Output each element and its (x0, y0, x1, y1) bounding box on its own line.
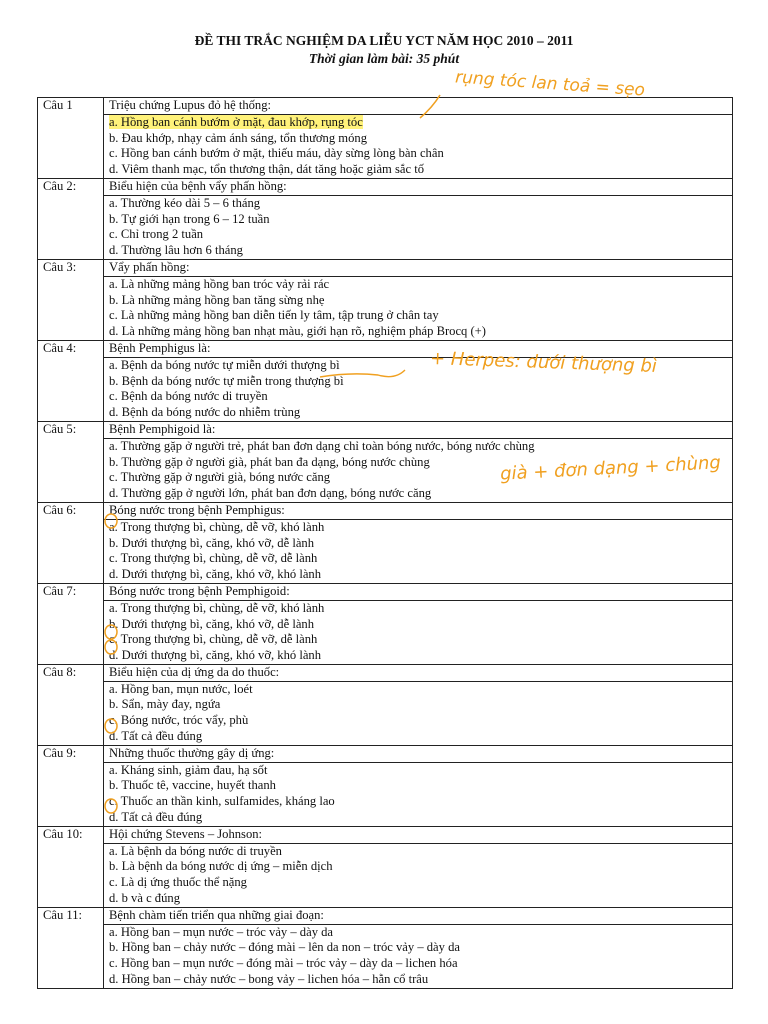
answer-option (109, 729, 732, 745)
answer-option-text: b. Tự giới hạn trong 6 – 12 tuần (109, 211, 270, 226)
exam-duration: Thời gian làm bài: 35 phút (308, 51, 460, 66)
question-row (38, 98, 733, 115)
answer-option-text: c. Hồng ban – mụn nước – đóng mài – tróc vảy – dày da – lichen hóa (109, 956, 458, 971)
answer-option (109, 875, 732, 891)
answer-option-text: c. Là dị ứng thuốc thể nặng (109, 875, 247, 890)
answer-option-text: d. b và c đúng (109, 891, 180, 906)
answer-option-text: b. Là bệnh da bóng nước dị ứng – miễn dịch (109, 859, 333, 874)
answer-option-text: a. Trong thượng bì, chùng, dễ vỡ, khó lành (109, 519, 325, 534)
answer-option (109, 131, 732, 147)
question-row (38, 745, 733, 762)
answer-option-text: c. Trong thượng bì, chùng, dễ vỡ, dễ lành (109, 551, 318, 566)
handwritten-note-q5: già + đơn dạng + chùng (499, 452, 722, 485)
question-number: Câu 4: (38, 340, 104, 421)
answer-option-text: c. Thường gặp ở người già, bóng nước căng (109, 470, 331, 485)
answer-option (109, 682, 732, 698)
answer-option-text: d. Là những mảng hồng ban nhạt màu, giới hạn rõ, nghiệm pháp Brocq (+) (109, 324, 486, 339)
answer-option (109, 763, 732, 779)
answer-option (109, 844, 732, 860)
exam-table (37, 97, 733, 989)
answer-option (109, 567, 732, 583)
answer-option (109, 324, 732, 340)
answer-option (109, 778, 732, 794)
handwritten-note-q1: rụng tóc lan toả = sẹo (454, 67, 646, 101)
answer-option (109, 648, 732, 664)
answer-option (109, 794, 732, 810)
question-text: Hội chứng Stevens – Johnson: (104, 826, 733, 843)
answer-option-text: c. Hồng ban cánh bướm ở mặt, thiếu máu, dày sừng lòng bàn chân (109, 146, 444, 161)
answer-option (109, 115, 732, 131)
answer-option (109, 601, 732, 617)
answer-option (109, 617, 732, 633)
answer-option (109, 227, 732, 243)
question-text: Bệnh Pemphigus là: (104, 340, 733, 357)
answer-option-text: c. Thuốc an thần kinh, sulfamides, kháng lao (109, 794, 335, 809)
option-list (104, 114, 733, 178)
answer-option-text: c. Là những mảng hồng ban diễn tiến ly tâm, tập trung ở chân tay (109, 308, 439, 323)
answer-option-text: a. Hồng ban, mụn nước, loét (109, 681, 253, 696)
option-list (104, 195, 733, 259)
question-number: Câu 10: (38, 826, 104, 907)
answer-option-text: a. Hồng ban – mụn nước – tróc vảy – dày da (109, 924, 334, 939)
answer-option-text: a. Thường gặp ở người trẻ, phát ban đơn dạng chỉ toàn bóng nước, bóng nước chùng (109, 438, 535, 453)
answer-option (109, 713, 732, 729)
option-list (104, 681, 733, 745)
question-text: Biểu hiện của bệnh vẩy phấn hồng: (104, 178, 733, 195)
answer-option-text: a. Là bệnh da bóng nước di truyền (109, 843, 282, 858)
question-row (38, 907, 733, 924)
question-row (38, 502, 733, 519)
question-number: Câu 7: (38, 583, 104, 664)
question-text: Bệnh Pemphigoid là: (104, 421, 733, 438)
answer-option-text: d. Hồng ban – chảy nước – bong vảy – lichen hóa – hằn cổ trâu (109, 972, 429, 987)
question-number: Câu 3: (38, 259, 104, 340)
question-row (38, 259, 733, 276)
question-number: Câu 8: (38, 664, 104, 745)
answer-option-text: a. Là những mảng hồng ban tróc vảy rải rác (109, 276, 330, 291)
question-row (38, 583, 733, 600)
question-row (38, 664, 733, 681)
options-row (38, 600, 733, 664)
question-row (38, 421, 733, 438)
answer-option-text: c. Bóng nước, tróc vẩy, phù (109, 713, 249, 728)
answer-option (109, 632, 732, 648)
answer-option (109, 405, 732, 421)
options-row (38, 681, 733, 745)
options-row (38, 276, 733, 340)
answer-option (109, 536, 732, 552)
answer-option (109, 146, 732, 162)
answer-option-text: a. Bệnh da bóng nước tự miễn dưới thượng bì (109, 357, 340, 372)
answer-option (109, 439, 732, 455)
answer-option-text: d. Bệnh da bóng nước do nhiễm trùng (109, 405, 301, 420)
question-number: Câu 9: (38, 745, 104, 826)
question-text: Những thuốc thường gây dị ứng: (104, 745, 733, 762)
answer-option (109, 697, 732, 713)
answer-option (109, 940, 732, 956)
answer-option (109, 520, 732, 536)
answer-option-text: d. Dưới thượng bì, căng, khó vỡ, khó lành (109, 648, 322, 663)
option-list (104, 843, 733, 907)
answer-option (109, 162, 732, 178)
options-row (38, 195, 733, 259)
answer-option-text: a. Thường kéo dài 5 – 6 tháng (109, 195, 261, 210)
answer-option-text: d. Tất cả đều đúng (109, 810, 203, 825)
question-number: Câu 5: (38, 421, 104, 502)
answer-option (109, 212, 732, 228)
answer-option-text: d. Thường lâu hơn 6 tháng (109, 243, 243, 258)
option-list (104, 276, 733, 340)
question-text: Triệu chứng Lupus đỏ hệ thống: (104, 98, 733, 115)
answer-option-text: b. Bệnh da bóng nước tự miễn trong thượng bì (109, 373, 344, 388)
options-row (38, 924, 733, 988)
question-text: Vẩy phấn hồng: (104, 259, 733, 276)
answer-option (109, 859, 732, 875)
options-row (38, 762, 733, 826)
question-number: Câu 2: (38, 178, 104, 259)
answer-option-text: b. Sẩn, mày đay, ngứa (109, 697, 221, 712)
answer-option-text: a. Trong thượng bì, chùng, dễ vỡ, khó lành (109, 600, 325, 615)
answer-option-text: a. Hồng ban cánh bướm ở mặt, đau khớp, rụng tóc (109, 114, 363, 129)
answer-option (109, 972, 732, 988)
question-row (38, 178, 733, 195)
options-row (38, 519, 733, 583)
answer-option-text: d. Dưới thượng bì, căng, khó vỡ, khó lành (109, 567, 322, 582)
question-number: Câu 1 (38, 98, 104, 179)
exam-title: ĐỀ THI TRẮC NGHIỆM DA LIỄU YCT NĂM HỌC 2010 – 2011 (194, 33, 574, 48)
option-list (104, 924, 733, 988)
question-number: Câu 6: (38, 502, 104, 583)
answer-option-text: b. Thường gặp ở người già, phát ban đa dạng, bóng nước chùng (109, 454, 430, 469)
answer-option-text: d. Tất cả đều đúng (109, 729, 203, 744)
answer-option (109, 277, 732, 293)
question-number: Câu 11: (38, 907, 104, 988)
option-list (104, 762, 733, 826)
answer-option-text: a. Kháng sinh, giảm đau, hạ sốt (109, 762, 268, 777)
question-text: Bệnh chàm tiến triển qua những giai đoạn: (104, 907, 733, 924)
answer-option (109, 891, 732, 907)
answer-option (109, 551, 732, 567)
answer-option-text: d. Thường gặp ở người lớn, phát ban đơn dạng, bóng nước căng (109, 486, 432, 501)
answer-option-text: d. Viêm thanh mạc, tổn thương thận, dát tăng hoặc giảm sắc tố (109, 162, 425, 177)
answer-option (109, 486, 732, 502)
question-text: Biểu hiện của dị ứng da do thuốc: (104, 664, 733, 681)
answer-option-text: b. Đau khớp, nhạy cảm ánh sáng, tổn thương móng (109, 130, 367, 145)
question-text: Bóng nước trong bệnh Pemphigoid: (104, 583, 733, 600)
answer-option (109, 293, 732, 309)
answer-option (109, 196, 732, 212)
question-row (38, 826, 733, 843)
answer-option (109, 389, 732, 405)
answer-option-text: b. Hồng ban – chảy nước – đóng mài – lên da non – tróc vảy – dày da (109, 940, 460, 955)
answer-option-text: c. Trong thượng bì, chùng, dễ vỡ, dễ lành (109, 632, 318, 647)
answer-option-text: c. Bệnh da bóng nước di truyền (109, 389, 268, 404)
answer-option (109, 243, 732, 259)
question-text: Bóng nước trong bệnh Pemphigus: (104, 502, 733, 519)
answer-option (109, 956, 732, 972)
options-row (38, 843, 733, 907)
answer-option-text: c. Chỉ trong 2 tuần (109, 227, 204, 242)
answer-option-text: b. Là những mảng hồng ban tăng sừng nhẹ (109, 292, 325, 307)
answer-option (109, 308, 732, 324)
options-row (38, 114, 733, 178)
option-list (104, 600, 733, 664)
answer-option-text: b. Dưới thượng bì, căng, khó vỡ, dễ lành (109, 535, 315, 550)
answer-option-text: b. Thuốc tê, vaccine, huyết thanh (109, 778, 276, 793)
answer-option-text: b. Dưới thượng bì, căng, khó vỡ, dễ lành (109, 616, 315, 631)
answer-option (109, 925, 732, 941)
answer-option (109, 810, 732, 826)
option-list (104, 519, 733, 583)
handwritten-note-q4: + Herpes: dưới thượng bì (429, 348, 658, 377)
